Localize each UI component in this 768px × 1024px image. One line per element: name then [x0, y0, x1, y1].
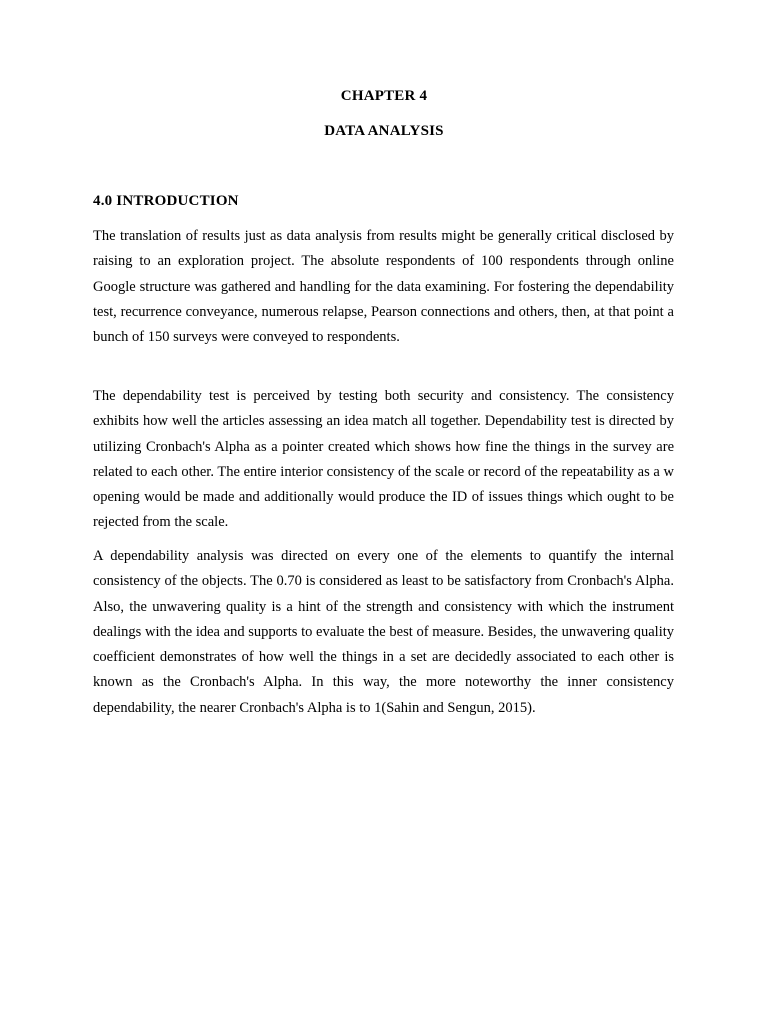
- body-paragraph: The dependability test is perceived by testing both security and consistency. The consistency exhibits how well the articles assessing an idea match all together. Dependability test is directed by utilizing Cronbach's Alpha as a pointer created which shows how fine the things in the survey are related to each other. The entire interior consistency of the scale or record of the repeatability as a w opening would be made and additionally would produce the ID of issues things which ought to be rejected from the scale.: [93, 388, 674, 531]
- body-paragraph: The translation of results just as data analysis from results might be generally critical disclosed by raising to an exploration project. The absolute respondents of 100 respondents through online Google structure was gathered and handling for the data examining. For fostering the dependability test, recurrence conveyance, numerous relapse, Pearson connections and others, then, at that point a bunch of 150 surveys were conveyed to respondents.: [93, 228, 674, 346]
- chapter-number: CHAPTER 4: [340, 88, 428, 104]
- section-heading: 4.0 INTRODUCTION: [93, 193, 239, 209]
- chapter-title: DATA ANALYSIS: [324, 123, 444, 139]
- body-paragraph: A dependability analysis was directed on every one of the elements to quantify the internal consistency of the objects. The 0.70 is considered as least to be satisfactory from Cronbach's Alpha. Also, the unwavering quality is a hint of the strength and consistency with which the instrument dealings with the idea and supports to evaluate the best of measure. Besides, the unwavering quality coefficient demonstrates of how well the things in a set are decidedly associated to each other is known as the Cronbach's Alpha. In this way, the more noteworthy the inner consistency dependability, the nearer Cronbach's Alpha is to 1(Sahin and Sengun, 2015).: [93, 548, 674, 716]
